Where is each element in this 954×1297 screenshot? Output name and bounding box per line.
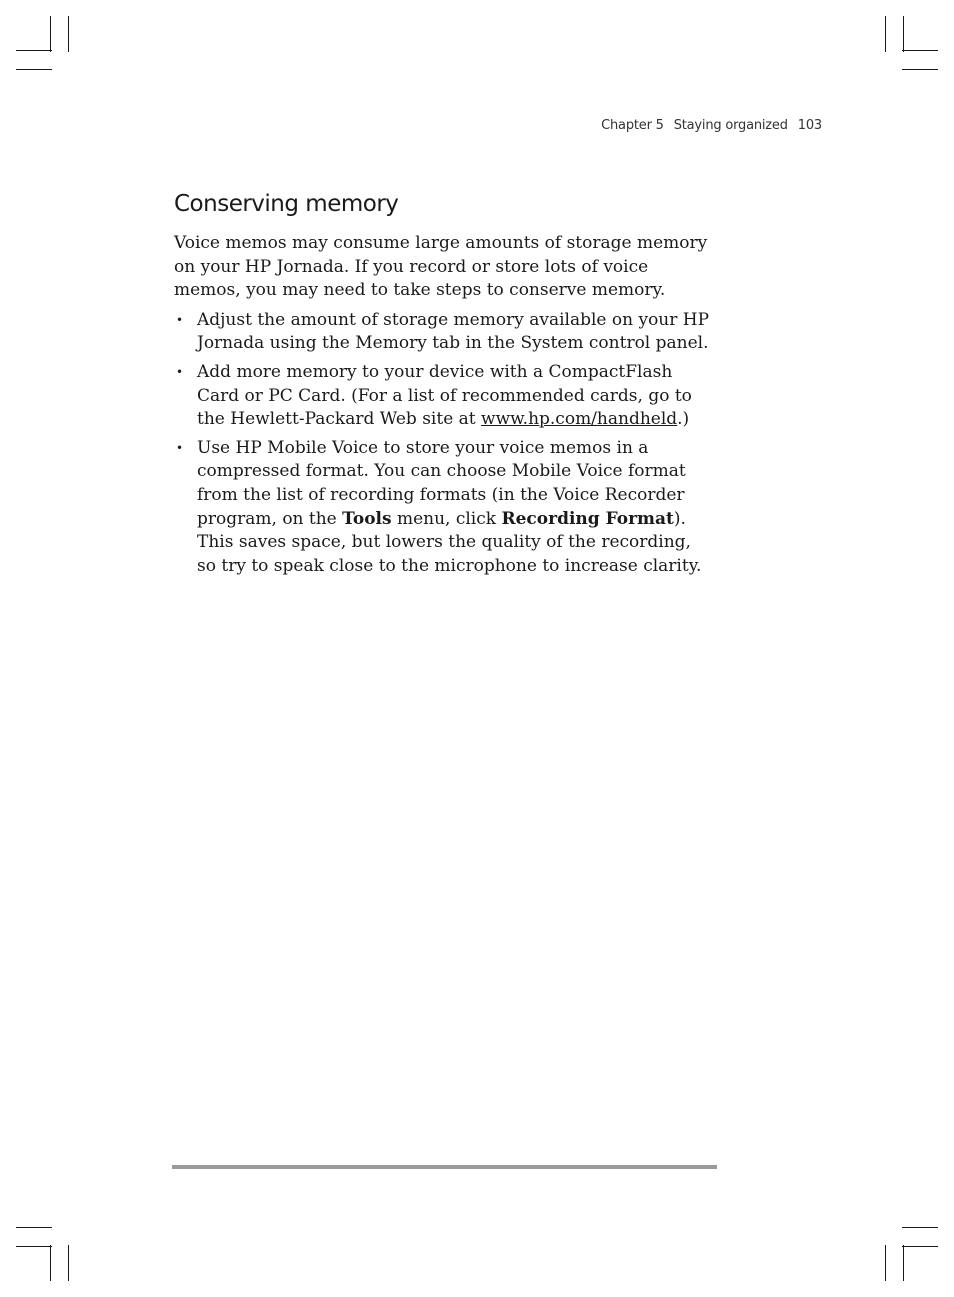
list-item (174, 437, 714, 579)
intro-paragraph: Voice memos may consume large amounts of storage memory on your HP Jornada. If you record or store lots of voice memos, you may need to take steps to conserve memory. (174, 233, 708, 301)
bullet-icon: • (176, 440, 184, 455)
section-heading: Conserving memory (174, 191, 399, 217)
bullet-list (174, 309, 714, 579)
section-title: Staying organized (673, 118, 788, 133)
bullet-icon: • (176, 364, 184, 379)
list-item (174, 309, 714, 356)
bullet-text: .) (677, 409, 690, 430)
crop-mark (885, 16, 886, 52)
crop-mark (16, 50, 52, 51)
crop-mark (68, 1245, 69, 1281)
bullet-icon: • (176, 312, 184, 327)
crop-mark (50, 16, 51, 52)
bullet-text: ). This saves space, but lowers the quality of the recording, so try to speak close to the microphone to increase clarity. (197, 508, 702, 576)
bullet-text: Adjust the amount of storage memory available on your HP Jornada using the Memory tab in the System control panel. (197, 309, 710, 354)
tools-menu-name: Tools (342, 508, 392, 529)
crop-mark (902, 1246, 938, 1247)
crop-mark (16, 1227, 52, 1228)
recording-format-command: Recording Format (501, 508, 674, 529)
bullet-text: menu, click (391, 508, 502, 529)
bullet-text: Use HP Mobile Voice to store your voice memos in a compressed format. You can choose Mobile Voice format from the list of recording formats (in the Voice Recorder program, on the (197, 437, 686, 529)
footer-rule (172, 1165, 717, 1169)
crop-mark (50, 1245, 51, 1281)
crop-mark (902, 50, 938, 51)
running-head (601, 118, 822, 133)
chapter-label: Chapter 5 (601, 118, 664, 133)
crop-mark (16, 69, 52, 70)
page-number: 103 (797, 118, 822, 133)
page-content (174, 188, 714, 583)
crop-mark (902, 1227, 938, 1228)
crop-mark (885, 1245, 886, 1281)
list-item (174, 361, 714, 432)
crop-mark (902, 69, 938, 70)
hp-handheld-link[interactable]: www.hp.com/handheld (481, 409, 678, 430)
crop-mark (16, 1246, 52, 1247)
crop-mark (903, 1245, 904, 1281)
crop-mark (903, 16, 904, 52)
crop-mark (68, 16, 69, 52)
bullet-text: Add more memory to your device with a CompactFlash Card or PC Card. (For a list of recommended cards, go to the Hewlett-Packard Web site at (197, 361, 692, 430)
